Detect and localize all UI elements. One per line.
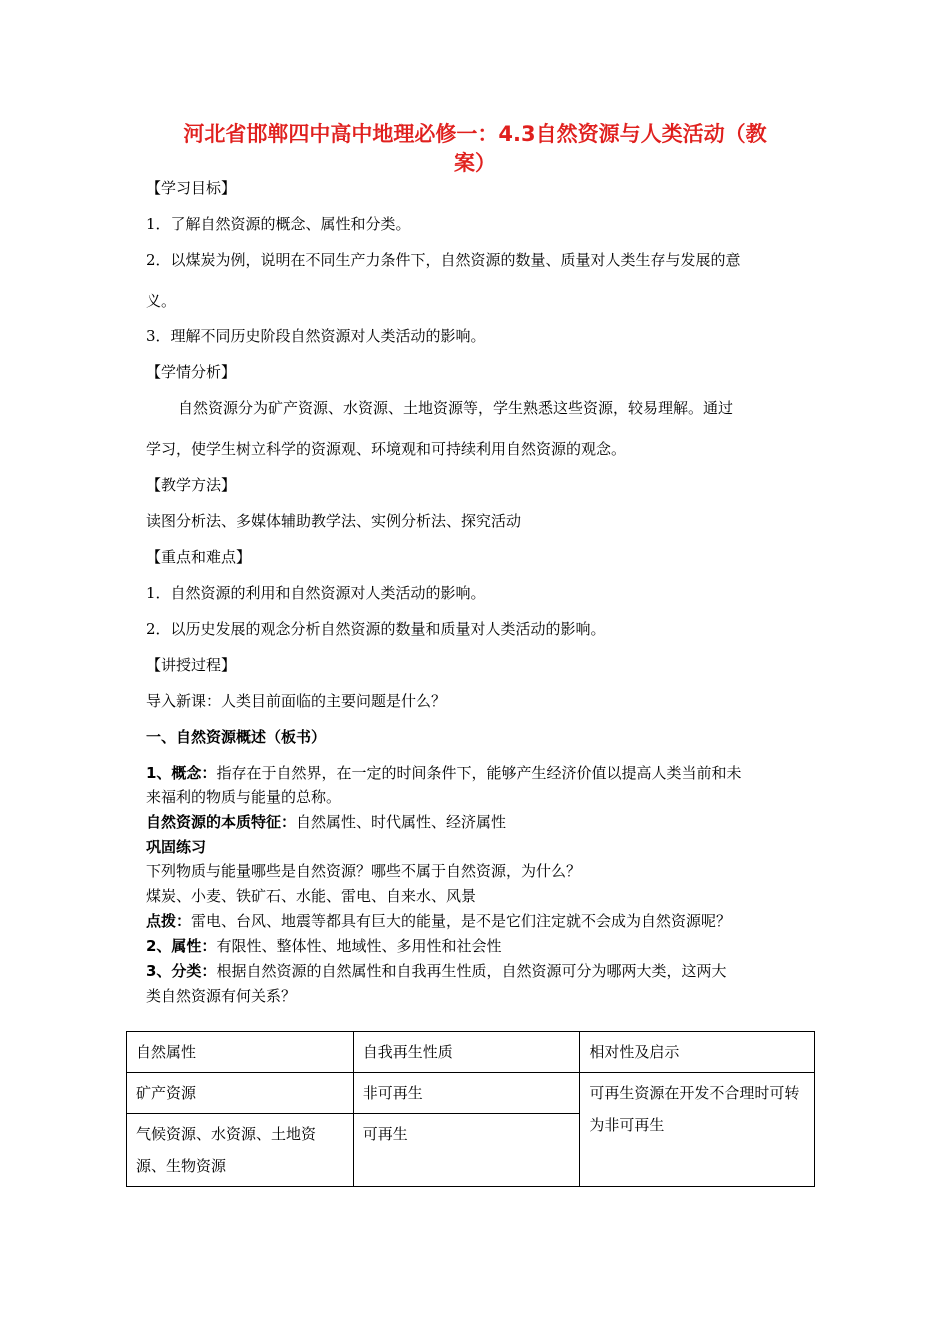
process-intro: 导入新课：人类目前面临的主要问题是什么？ <box>146 692 447 710</box>
key-points-heading: 【重点和难点】 <box>146 548 252 566</box>
method-text: 读图分析法、多媒体辅助教学法、实例分析法、探究活动 <box>146 512 522 530</box>
tip-line <box>146 911 731 931</box>
document-title <box>150 120 800 178</box>
practice-list: 煤炭、小麦、铁矿石、水能、雷电、自来水、风景 <box>146 887 477 905</box>
title-line-1: 河北省邯郸四中高中地理必修一：4.3自然资源与人类活动（教 <box>183 122 767 146</box>
section-1-heading: 一、自然资源概述（板书） <box>146 728 327 746</box>
table-header-cell: 相对性及启示 <box>580 1032 815 1073</box>
tip-text: 雷电、台风、地震等都具有巨大的能量，是不是它们注定就不会成为自然资源呢？ <box>191 912 732 930</box>
attr-line <box>146 936 501 956</box>
key-point-2: 2．以历史发展的观念分析自然资源的数量和质量对人类活动的影响。 <box>146 620 606 638</box>
tip-label: 点拨： <box>146 912 192 930</box>
table-header-cell: 自我再生性质 <box>353 1032 580 1073</box>
method-heading: 【教学方法】 <box>146 476 237 494</box>
table-cell: 矿产资源 <box>127 1073 354 1114</box>
table-row <box>127 1073 815 1114</box>
class-label: 3、分类： <box>146 962 217 980</box>
practice-question: 下列物质与能量哪些是自然资源？哪些不属于自然资源，为什么？ <box>146 862 582 880</box>
concept-text-b: 来福利的物质与能量的总称。 <box>146 788 342 806</box>
class-text-b: 类自然资源有何关系？ <box>146 987 297 1005</box>
process-heading: 【讲授过程】 <box>146 656 237 674</box>
practice-label: 巩固练习 <box>146 838 207 856</box>
essence-line <box>146 812 506 832</box>
table-header-cell: 自然属性 <box>127 1032 354 1073</box>
table-cell: 气候资源、水资源、土地资源、生物资源 <box>127 1114 354 1187</box>
table-cell-note: 可再生资源在开发不合理时可转为非可再生 <box>580 1073 815 1187</box>
situation-para-b: 学习，使学生树立科学的资源观、环境观和可持续利用自然资源的观念。 <box>146 440 627 458</box>
situation-para-a: 自然资源分为矿产资源、水资源、土地资源等，学生熟悉这些资源，较易理解。通过 <box>178 399 734 417</box>
essence-label: 自然资源的本质特征： <box>146 813 297 831</box>
learning-goal-1: 1．了解自然资源的概念、属性和分类。 <box>146 215 411 233</box>
table-header-row <box>127 1032 815 1073</box>
concept-label: 1、概念： <box>146 764 217 782</box>
class-text-a: 根据自然资源的自然属性和自我再生性质，自然资源可分为哪两大类，这两大 <box>216 962 727 980</box>
key-point-1: 1．自然资源的利用和自然资源对人类活动的影响。 <box>146 584 486 602</box>
learning-goal-2b: 义。 <box>146 292 177 310</box>
learning-goals-heading: 【学习目标】 <box>146 179 237 197</box>
concept-line-a <box>146 763 741 783</box>
title-line-2: 案） <box>454 151 496 175</box>
essence-text: 自然属性、时代属性、经济属性 <box>296 813 507 831</box>
table-cell: 可再生 <box>353 1114 580 1187</box>
table-cell: 非可再生 <box>353 1073 580 1114</box>
concept-text-a: 指存在于自然界，在一定的时间条件下，能够产生经济价值以提高人类当前和未 <box>216 764 742 782</box>
attr-text: 有限性、整体性、地域性、多用性和社会性 <box>216 937 502 955</box>
situation-heading: 【学情分析】 <box>146 363 237 381</box>
learning-goal-3: 3．理解不同历史阶段自然资源对人类活动的影响。 <box>146 327 486 345</box>
resource-table <box>126 1031 815 1187</box>
attr-label: 2、属性： <box>146 937 217 955</box>
class-line-a <box>146 961 726 981</box>
learning-goal-2a: 2．以煤炭为例，说明在不同生产力条件下，自然资源的数量、质量对人类生存与发展的意 <box>146 251 741 269</box>
